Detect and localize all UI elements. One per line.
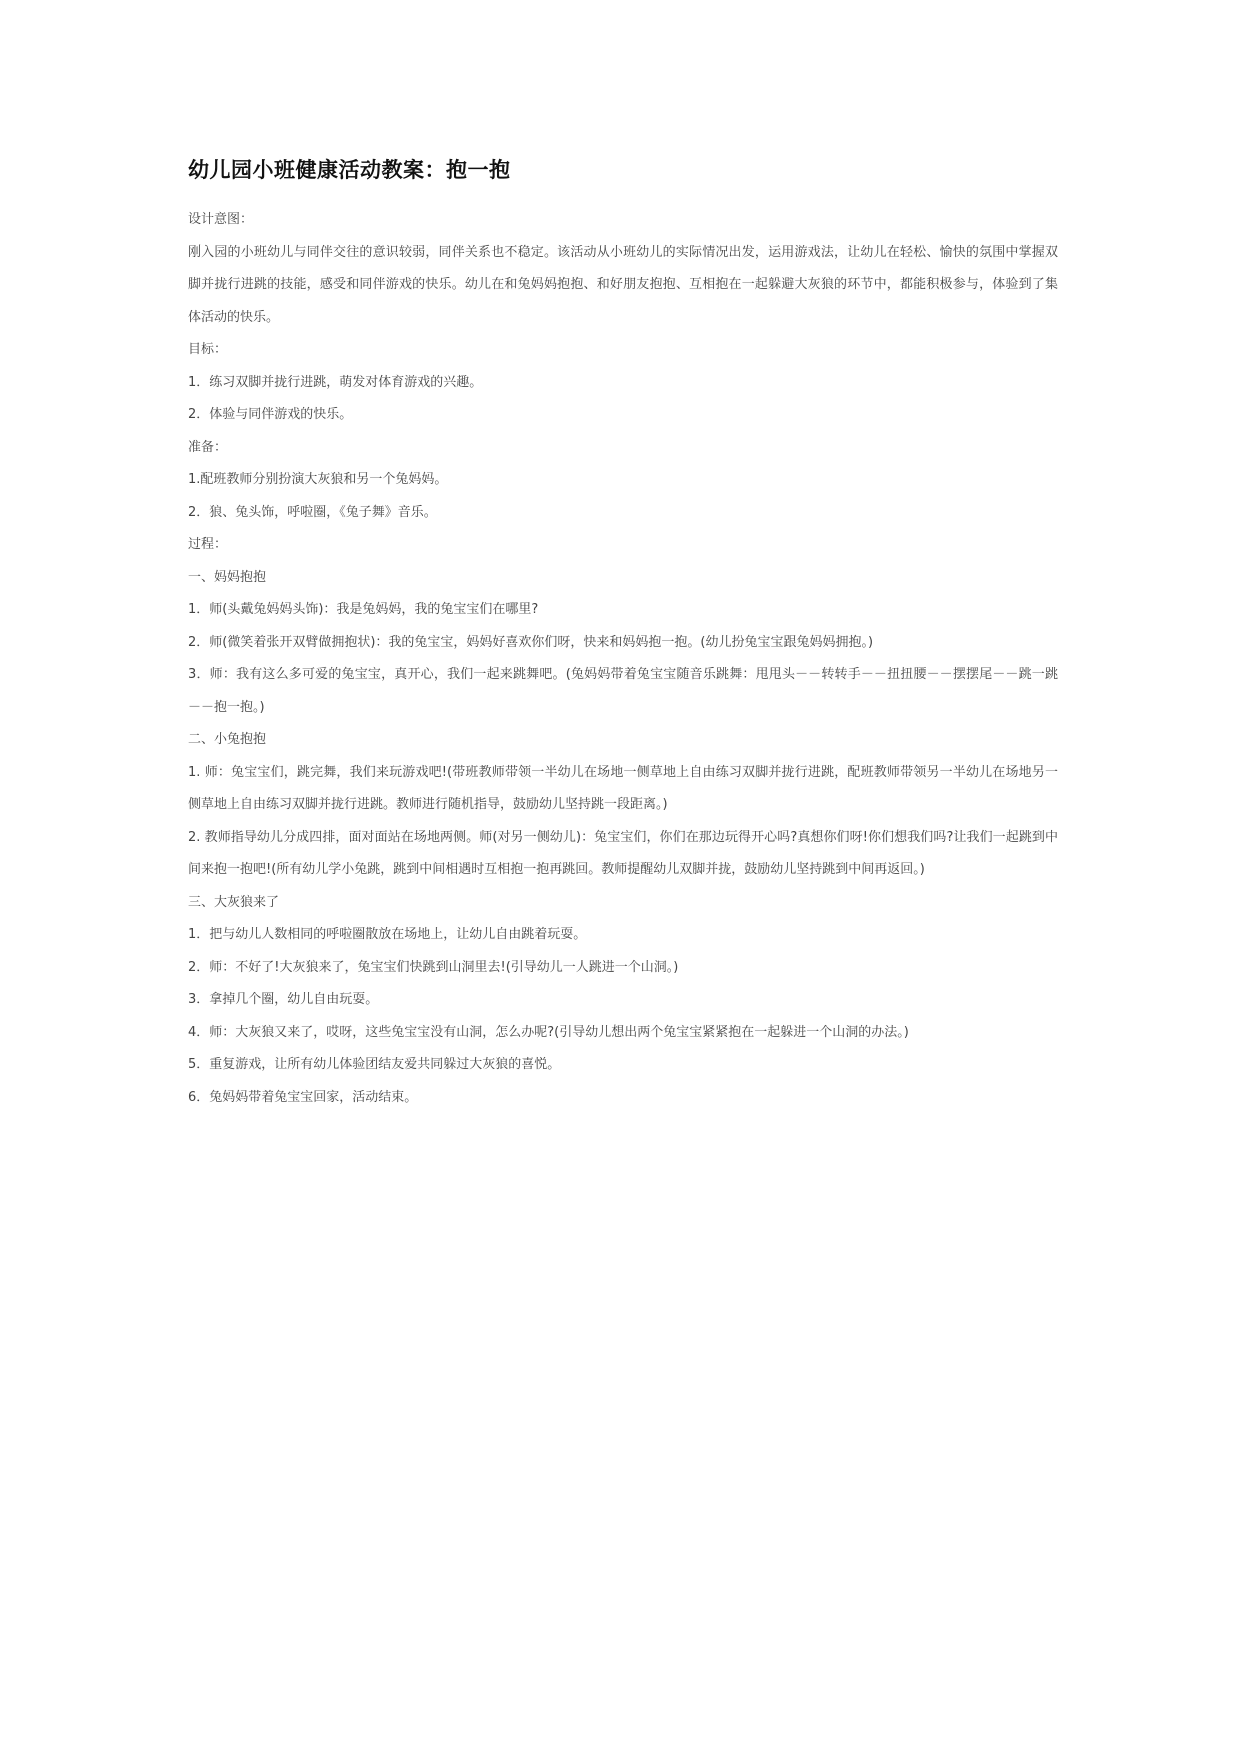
paragraph: 1．师(头戴兔妈妈头饰)：我是兔妈妈，我的兔宝宝们在哪里? — [188, 602, 539, 617]
paragraph: 2．狼、兔头饰，呼啦圈，《兔子舞》音乐。 — [188, 504, 437, 520]
paragraph: 1.配班教师分别扮演大灰狼和另一个兔妈妈。 — [188, 472, 448, 487]
paragraph: 过程： — [188, 537, 228, 552]
paragraph: 2. 教师指导幼儿分成四排，面对面站在场地两侧。师(对另一侧幼儿)：兔宝宝们，你们在那边玩得开心吗?真想你们呀!你们想我们吗?让我们一起跳到中间来抱一抱吧!(所有幼儿学小兔跳，跳到中间相遇时互相抱一抱再跳回。教师提醒幼儿双脚并拢，鼓励幼儿坚持跳到中间再返回。) — [188, 829, 1058, 877]
paragraph: 二、小兔抱抱 — [188, 732, 267, 747]
paragraph-list — [188, 204, 1058, 1114]
paragraph: 2．师：不好了!大灰狼来了，兔宝宝们快跳到山洞里去!(引导幼儿一人跳进一个山洞。) — [188, 959, 679, 975]
paragraph: 设计意图： — [188, 212, 254, 227]
paragraph: 4．师：大灰狼又来了，哎呀，这些兔宝宝没有山洞，怎么办呢?(引导幼儿想出两个兔宝宝紧紧抱在一起躲进一个山洞的办法。) — [188, 1024, 909, 1040]
document-body — [188, 154, 1058, 1114]
paragraph: 1. 师：兔宝宝们，跳完舞，我们来玩游戏吧!(带班教师带领一半幼儿在场地一侧草地上自由练习双脚并拢行进跳，配班教师带领另一半幼儿在场地另一侧草地上自由练习双脚并拢行进跳。教师进行随机指导，鼓励幼儿坚持跳一段距离。) — [188, 764, 1058, 812]
paragraph: 5．重复游戏，让所有幼儿体验团结友爱共同躲过大灰狼的喜悦。 — [188, 1057, 561, 1072]
paragraph: 1．练习双脚并拢行进跳，萌发对体育游戏的兴趣。 — [188, 374, 483, 390]
paragraph: 3．拿掉几个圈，幼儿自由玩耍。 — [188, 992, 379, 1007]
paragraph: 2．体验与同伴游戏的快乐。 — [188, 407, 353, 422]
paragraph: 目标： — [188, 342, 228, 357]
paragraph: 1．把与幼儿人数相同的呼啦圈散放在场地上，让幼儿自由跳着玩耍。 — [188, 927, 587, 942]
paragraph: 3．师：我有这么多可爱的兔宝宝，真开心，我们一起来跳舞吧。(兔妈妈带着兔宝宝随音乐跳舞：甩甩头－－转转手－－扭扭腰－－摆摆尾－－跳一跳－－抱一抱。) — [188, 667, 1058, 715]
paragraph: 一、妈妈抱抱 — [188, 569, 267, 585]
paragraph: 6．兔妈妈带着兔宝宝回家，活动结束。 — [188, 1089, 418, 1105]
paragraph: 准备： — [188, 439, 228, 455]
document-title: 幼儿园小班健康活动教案：抱一抱 — [188, 158, 511, 182]
paragraph: 三、大灰狼来了 — [188, 894, 280, 910]
paragraph: 2．师(微笑着张开双臂做拥抱状)：我的兔宝宝，妈妈好喜欢你们呀，快来和妈妈抱一抱。(幼儿扮兔宝宝跟兔妈妈拥抱。) — [188, 634, 874, 650]
paragraph: 刚入园的小班幼儿与同伴交往的意识较弱，同伴关系也不稳定。该活动从小班幼儿的实际情况出发，运用游戏法，让幼儿在轻松、愉快的氛围中掌握双脚并拢行进跳的技能，感受和同伴游戏的快乐。幼儿在和兔妈妈抱抱、和好朋友抱抱、互相抱在一起躲避大灰狼的环节中，都能积极参与，体验到了集体活动的快乐。 — [188, 244, 1058, 325]
